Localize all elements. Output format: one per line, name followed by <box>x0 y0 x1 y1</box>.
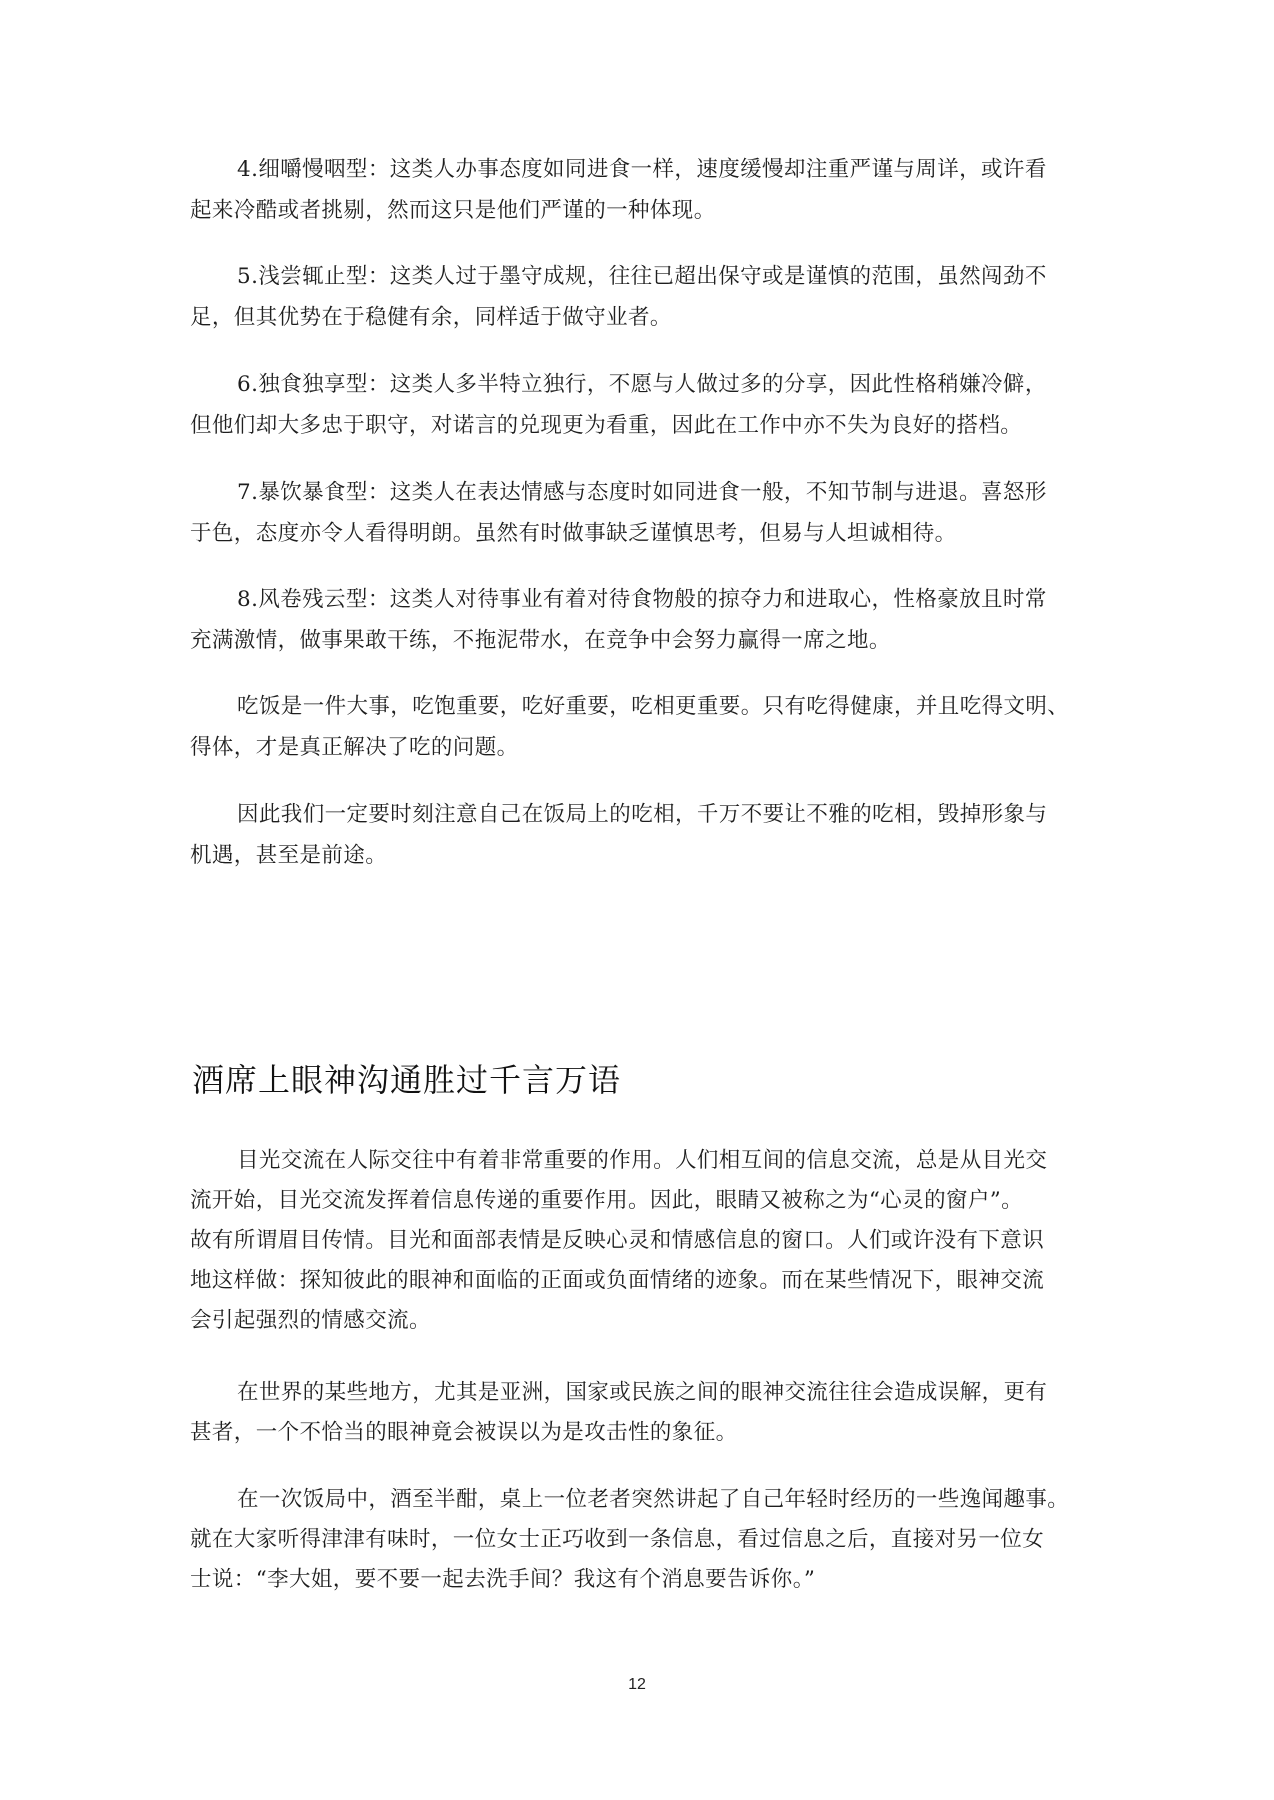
paragraph-line: 故有所谓眉目传情。目光和面部表情是反映心灵和情感信息的窗口。人们或许没有下意识 <box>190 1228 1045 1253</box>
paragraph-line: 士说：“李大姐，要不要一起去洗手间？我这有个消息要告诉你。” <box>190 1567 816 1592</box>
paragraph-line: 但他们却大多忠于职守，对诺言的兑现更为看重，因此在工作中亦不失为良好的搭档。 <box>190 413 1023 438</box>
paragraph-line: 充满激情，做事果敢干练，不拖泥带水，在竞争中会努力赢得一席之地。 <box>190 628 891 653</box>
paragraph-line: 就在大家听得津津有味时，一位女士正巧收到一条信息，看过信息之后，直接对另一位女 <box>190 1527 1045 1552</box>
paragraph-line: 6.独食独享型：这类人多半特立独行，不愿与人做过多的分享，因此性格稍嫌冷僻， <box>237 372 1047 397</box>
paragraph-line: 4.细嚼慢咽型：这类人办事态度如同进食一样，速度缓慢却注重严谨与周详，或许看 <box>237 157 1047 182</box>
paragraph-line: 会引起强烈的情感交流。 <box>190 1308 431 1333</box>
page-number: 12 <box>628 1676 646 1693</box>
paragraph-line: 目光交流在人际交往中有着非常重要的作用。人们相互间的信息交流，总是从目光交 <box>237 1148 1048 1173</box>
paragraph-line: 机遇，甚至是前途。 <box>190 843 388 868</box>
paragraph-line: 在一次饭局中，酒至半酣，桌上一位老者突然讲起了自己年轻时经历的一些逸闻趣事。 <box>237 1487 1070 1512</box>
section-heading: 酒席上眼神沟通胜过千言万语 <box>192 1061 622 1099</box>
paragraph-line: 流开始，目光交流发挥着信息传递的重要作用。因此，眼睛又被称之为“心灵的窗户”。 <box>190 1188 1024 1213</box>
paragraph-line: 8.风卷残云型：这类人对待事业有着对待食物般的掠夺力和进取心，性格豪放且时常 <box>237 587 1047 612</box>
paragraph-line: 甚者，一个不恰当的眼神竟会被误以为是攻击性的象征。 <box>190 1420 738 1445</box>
paragraph-line: 在世界的某些地方，尤其是亚洲，国家或民族之间的眼神交流往往会造成误解，更有 <box>237 1380 1048 1405</box>
paragraph-line: 足，但其优势在于稳健有余，同样适于做守业者。 <box>190 305 672 330</box>
paragraph-line: 5.浅尝辄止型：这类人过于墨守成规，往往已超出保守或是谨慎的范围，虽然闯劲不 <box>237 264 1047 289</box>
paragraph-line: 地这样做：探知彼此的眼神和面临的正面或负面情绪的迹象。而在某些情况下，眼神交流 <box>190 1268 1045 1293</box>
paragraph-line: 得体，才是真正解决了吃的问题。 <box>190 735 519 760</box>
paragraph-line: 于色，态度亦令人看得明朗。虽然有时做事缺乏谨慎思考，但易与人坦诚相待。 <box>190 521 957 546</box>
paragraph-line: 7.暴饮暴食型：这类人在表达情感与态度时如同进食一般，不知节制与进退。喜怒形 <box>237 480 1047 505</box>
paragraph-line: 起来冷酷或者挑剔，然而这只是他们严谨的一种体现。 <box>190 198 716 223</box>
paragraph-line: 因此我们一定要时刻注意自己在饭局上的吃相，千万不要让不雅的吃相，毁掉形象与 <box>237 802 1048 827</box>
paragraph-line: 吃饭是一件大事，吃饱重要，吃好重要，吃相更重要。只有吃得健康，并且吃得文明、 <box>237 694 1070 719</box>
